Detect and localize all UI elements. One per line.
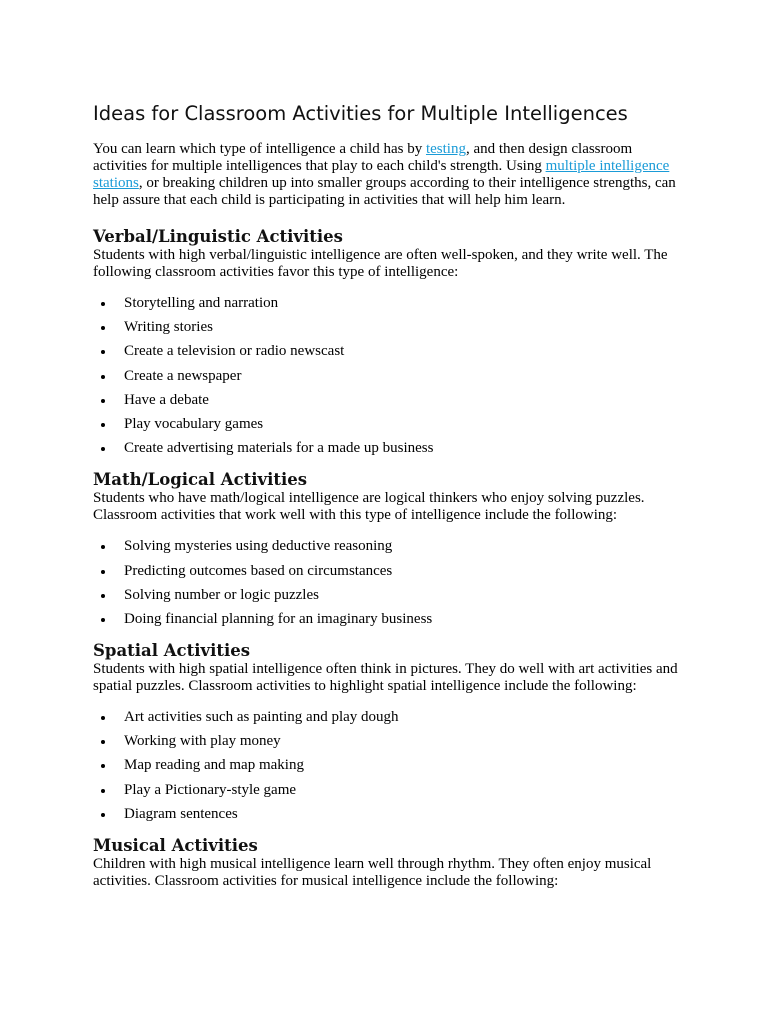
document-page [93, 103, 678, 890]
list-item [93, 709, 678, 733]
list-item [93, 782, 678, 806]
bullet-icon [101, 423, 105, 427]
list-item [93, 440, 678, 464]
list-item-text: Map reading and map making [124, 757, 304, 774]
bullet-icon [101, 570, 105, 574]
bullet-icon [101, 447, 105, 451]
list-item [93, 392, 678, 416]
bullet-icon [101, 545, 105, 549]
bullet-icon [101, 399, 105, 403]
list-item [93, 295, 678, 319]
list-item [93, 538, 678, 562]
bullet-icon [101, 813, 105, 817]
bullet-icon [101, 375, 105, 379]
bullet-icon [101, 302, 105, 306]
list-item-text: Play vocabulary games [124, 415, 264, 432]
bullet-list [93, 709, 678, 830]
section-verbal-linguistic [93, 227, 678, 464]
list-item [93, 343, 678, 367]
testing-link[interactable]: testing [425, 141, 466, 157]
list-item-text: Create a television or radio newscast [124, 343, 345, 360]
bullet-icon [101, 350, 105, 354]
bullet-icon [101, 618, 105, 622]
bullet-list [93, 538, 678, 635]
section-heading: Musical Activities [93, 836, 258, 855]
section-heading: Spatial Activities [93, 641, 251, 661]
multiple-intelligence-stations-link[interactable]: multiple intelligence stations [93, 158, 670, 191]
section-paragraph: Students with high spatial intelligence often think in pictures. They do well with art activities and spatial puzzles. Classroom activities to highlight spatial intelligence include the following: [93, 661, 678, 695]
section-heading: Verbal/Linguistic Activities [93, 227, 343, 246]
list-item-text: Doing financial planning for an imaginary business [124, 610, 433, 627]
section-heading: Math/Logical Activities [93, 470, 308, 490]
section-spatial [93, 641, 678, 830]
section-math-logical [93, 470, 678, 635]
list-item-text: Predicting outcomes based on circumstances [124, 562, 393, 579]
list-item [93, 587, 678, 611]
list-item [93, 368, 678, 392]
bullet-icon [101, 716, 105, 720]
list-item-text: Writing stories [124, 319, 213, 336]
intro-text-2: , and then design classroom activities for multiple intelligences that play to each child's strength. Using [93, 141, 633, 174]
section-paragraph: Students who have math/logical intelligence are logical thinkers who enjoy solving puzzles. Classroom activities that work well with this type of intelligence include the following: [93, 490, 645, 524]
list-item [93, 757, 678, 781]
intro-text-1: You can learn which type of intelligence a child has by [93, 141, 426, 157]
list-item [93, 611, 678, 635]
bullet-icon [101, 789, 105, 793]
list-item-text: Storytelling and narration [124, 295, 279, 311]
list-item-text: Create advertising materials for a made up business [124, 440, 434, 457]
list-item-text: Solving number or logic puzzles [124, 586, 319, 603]
bullet-list [93, 295, 678, 464]
bullet-icon [101, 764, 105, 768]
list-item [93, 806, 678, 830]
bullet-icon [101, 740, 105, 744]
bullet-icon [101, 594, 105, 598]
list-item-text: Diagram sentences [124, 805, 238, 822]
list-item-text: Art activities such as painting and play dough [124, 709, 399, 726]
list-item [93, 319, 678, 343]
list-item-text: Play a Pictionary-style game [124, 781, 297, 798]
section-paragraph: Children with high musical intelligence learn well through rhythm. They often enjoy musical activities. Classroom activities for musical intelligence include the following: [93, 856, 652, 889]
section-musical [93, 836, 678, 890]
section-paragraph: Students with high verbal/linguistic intelligence are often well-spoken, and they write well. The following classroom activities favor this type of intelligence: [93, 247, 668, 280]
bullet-icon [101, 326, 105, 330]
list-item-text: Solving mysteries using deductive reasoning [124, 538, 393, 555]
page-title: Ideas for Classroom Activities for Multiple Intelligences [93, 102, 628, 125]
intro-paragraph [93, 141, 678, 209]
list-item-text: Working with play money [124, 733, 281, 750]
list-item-text: Have a debate [124, 391, 209, 408]
intro-text-3: , or breaking children up into smaller groups according to their intelligence strengths, can help assure that each child is participating in activities that will help him learn. [93, 175, 676, 208]
list-item-text: Create a newspaper [124, 367, 242, 384]
list-item [93, 416, 678, 440]
list-item [93, 733, 678, 757]
list-item [93, 563, 678, 587]
